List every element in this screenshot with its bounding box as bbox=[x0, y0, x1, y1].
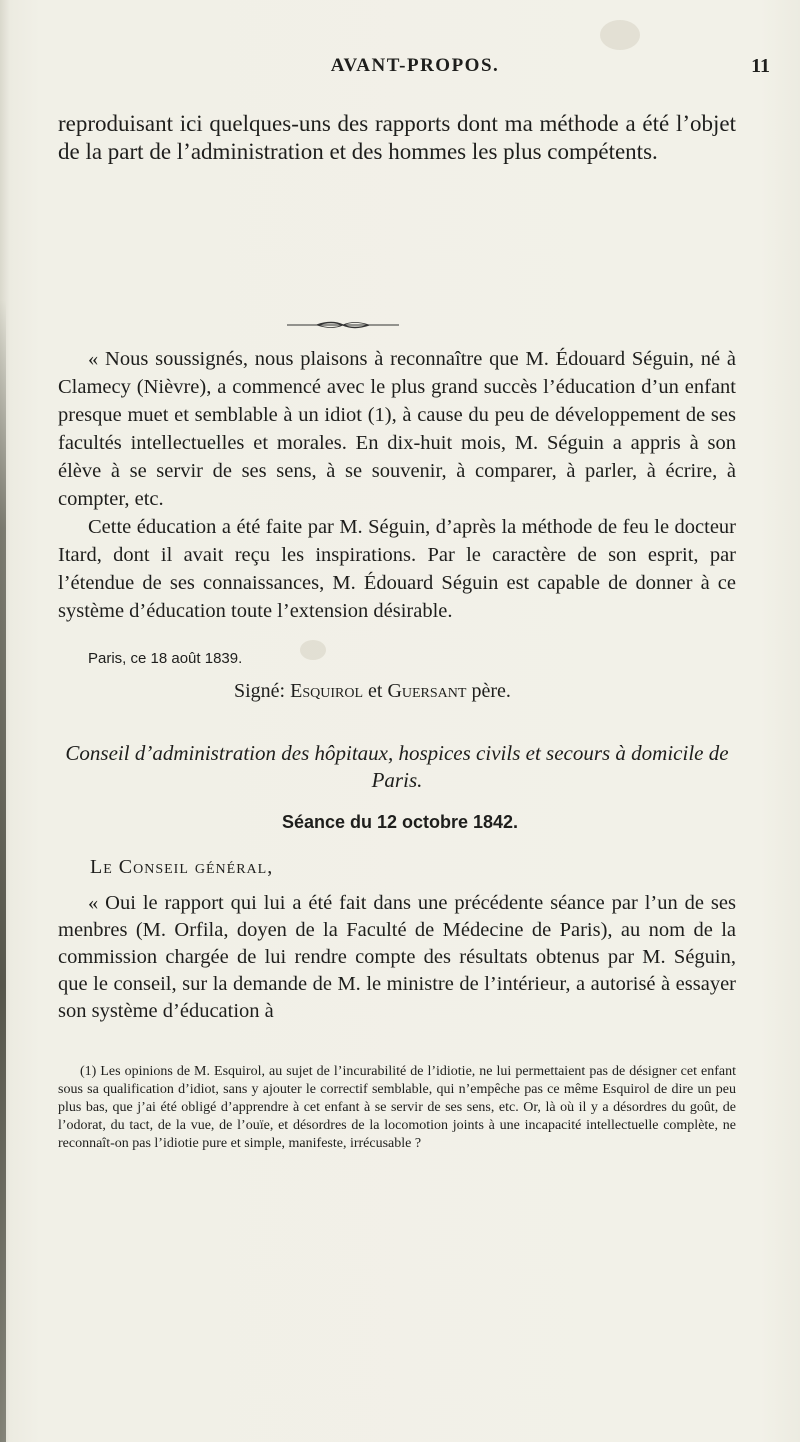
council-decision bbox=[58, 890, 736, 1025]
signer-esquirol: Esquirol bbox=[290, 680, 364, 702]
attestation-paragraph-1: « Nous soussignés, nous plaisons à reconnaître que M. Édouard Séguin, né à Clamecy (Nièvre), a commencé avec le plus grand succès l’éducation d’un enfant presque muet et semblable à un idiot (1), à cause du peu de développement de ses facultés intellectuelles et morales. En dix-huit mois, M. Séguin a appris à son élève à se servir de ses sens, à se souvenir, à comparer, à parler, à écrire, à compter, etc. bbox=[58, 348, 736, 510]
attestation-paragraph-2: Cette éducation a été faite par M. Séguin, d’après la méthode de feu le docteur Itard, dont il avait reçu les inspirations. Par le caractère de son esprit, par l’étendue de ses connaissances, M. Édouard Séguin est capable de donner à ce système d’éducation toute l’extension désirable. bbox=[58, 516, 736, 622]
decision-paragraph: « Oui le rapport qui lui a été fait dans une précédente séance par l’un de ses menbres (M. Orfila, doyen de la Faculté de Médecine de Paris), au nom de la commission chargée de lui rendre compte des résultats obtenus par M. Séguin, que le conseil, sur la demande de M. le ministre de l’intérieur, a autorisé à essayer son système d’éducation à bbox=[58, 892, 736, 1022]
attestation-text bbox=[58, 345, 736, 625]
page-binding-shadow bbox=[0, 300, 6, 1442]
footnote-text: (1) Les opinions de M. Esquirol, au sujet de l’incurabilité de l’idiotie, ne lui permettaient pas de désigner cet enfant sous sa qualification d’idiot, sans y ajouter le correctif semblable, qui n’empêche pas ce même Esquirol de dire un peu plus bas, que j’ai été obligé d’apprendre à cet enfant à se servir de ses sens, etc. Or, là où il y a désordres du goût, de l’odorat, du tact, de la vue, de l’ouïe, et désordres de la locomotion joints à une incapacité intellectuelle complète, ne reconnaît-on pas l’idiotie pure et simple, manifeste, irrécusable ? bbox=[58, 1064, 736, 1151]
council-body-name: Le Conseil général, bbox=[90, 856, 274, 878]
session-heading: Séance du 12 octobre 1842. bbox=[281, 812, 519, 832]
page-header bbox=[60, 55, 770, 85]
attestation-signatures bbox=[234, 680, 511, 703]
running-title: AVANT-PROPOS. bbox=[330, 55, 500, 76]
footnote bbox=[58, 1063, 736, 1153]
page-number: 11 bbox=[751, 55, 770, 77]
signed-prefix: Signé: bbox=[234, 680, 286, 702]
signer-conjunction: et bbox=[368, 680, 383, 702]
council-heading: Conseil d’administration des hôpitaux, hospices civils et secours à domicile de Paris. bbox=[65, 741, 729, 792]
attestation-place-date: Paris, ce 18 août 1839. bbox=[88, 650, 243, 667]
signer-suffix: père. bbox=[471, 680, 511, 702]
intro-paragraph: reproduisant ici quelques-uns des rapports dont ma méthode a été l’objet de la part de l’administration et des hommes les plus compétents. bbox=[58, 111, 736, 164]
ornament-divider bbox=[287, 320, 399, 330]
signer-guersant: Guersant bbox=[387, 680, 467, 702]
